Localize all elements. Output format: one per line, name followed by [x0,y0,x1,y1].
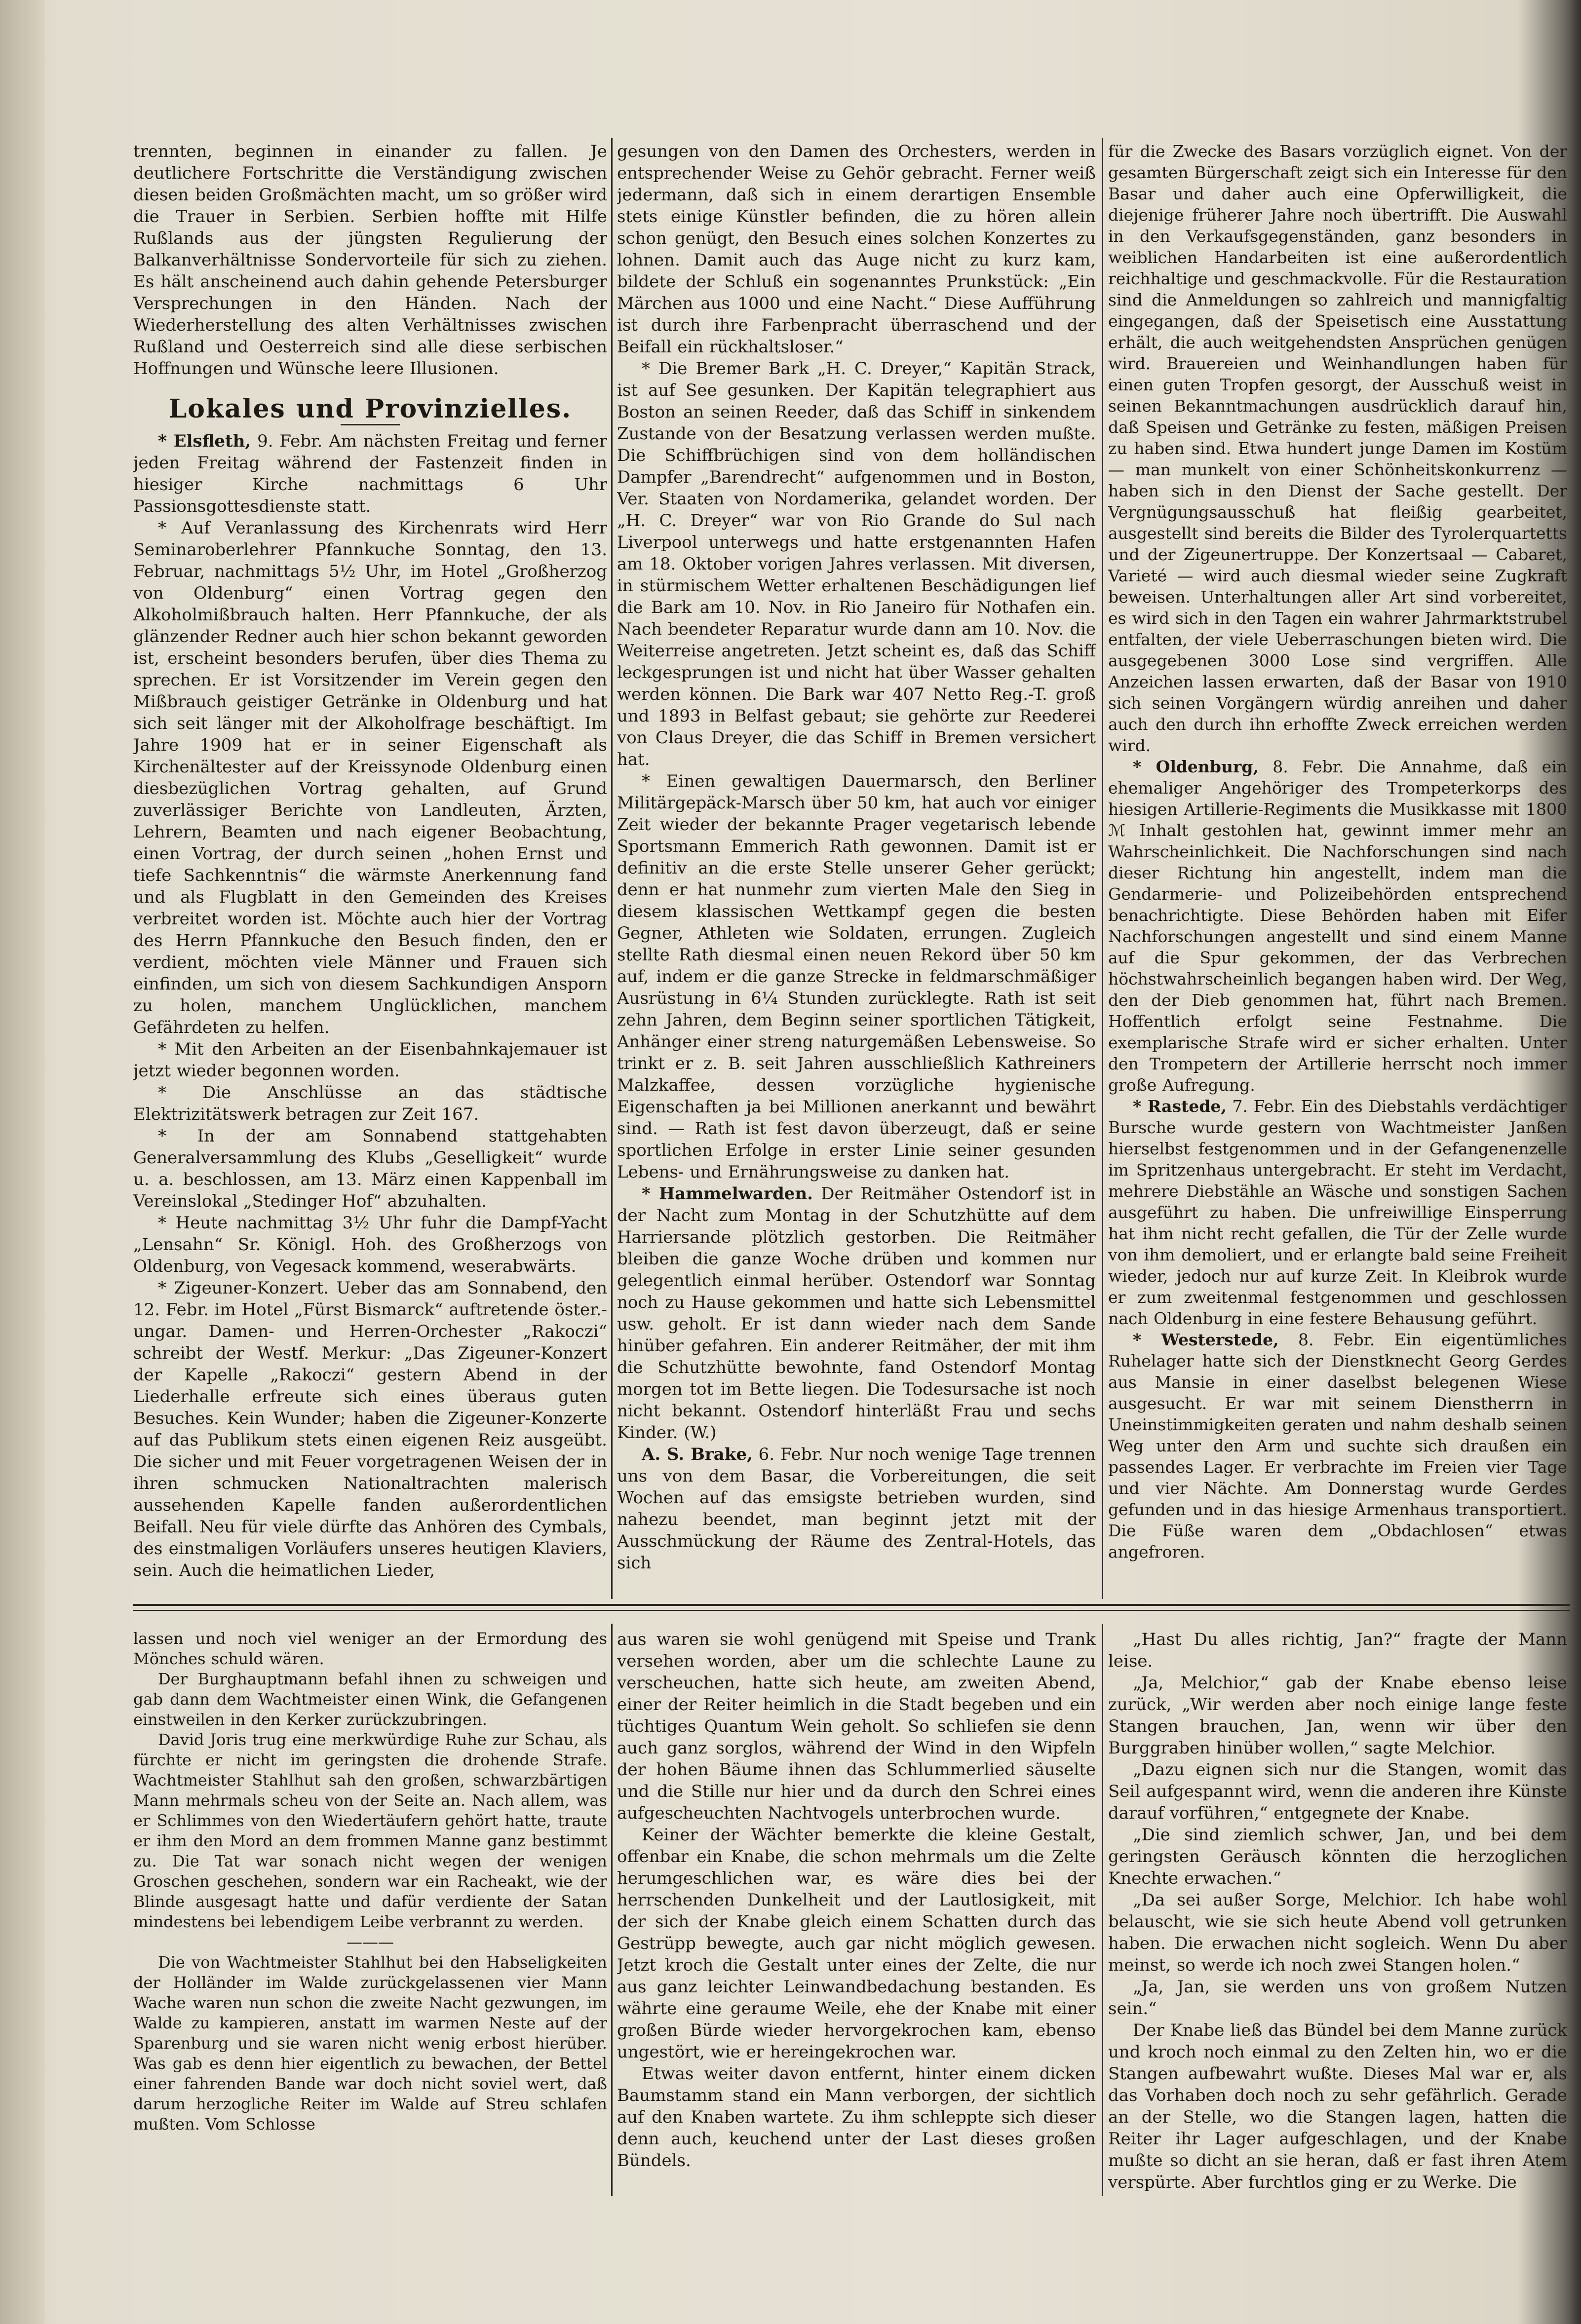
article-paragraph [1108,1329,1567,1562]
feuilleton-column-3 [1108,1629,1567,2193]
paragraph-text: Der Burghauptmann befahl ihnen zu schweigen und gab dann dem Wachtmeister einen Wink, die Gefangenen einstweilen in den Kerker zurückzubringen. [133,1670,607,1729]
paragraph-text: * Zigeuner-Konzert. Ueber das am Sonnabend, den 12. Febr. im Hotel „Fürst Bismarck“ auftretende öster.-ungar. Damen- und Herren-Orchester „Rakoczi“ schreibt der Westf. Merkur: „Das Zigeuner-Konzert der Kapelle „Rakoczi“ gestern Abend in der Liederhalle erfreute sich eines überaus guten Besuches. Kein Wunder; haben die Zigeuner-Konzerte auf das Publikum stets einen eigenen Reiz ausgeübt. Die sicher und mit Feuer vorgetragenen Weisen der in ihren schmucken Nationaltrachten malerisch aussehenden Kapelle fanden außerordentlichen Beifall. Neu für viele dürfte das Anhören des Cymbals, des einstmaligen Vorläufers unseres heutigen Klaviers, sein. Auch die heimatlichen Lieder, [133,1278,607,1580]
article-paragraph [617,2063,1096,2172]
paragraph-text: * Auf Veranlassung des Kirchenrats wird Herr Seminaroberlehrer Pfannkuche Sonntag, den 13. Februar, nachmittags 5½ Uhr, im Hotel „Großherzog von Oldenburg“ einen Vortrag gegen den Alkoholmißbrauch halten. Herr Pfannkuche, der als glänzender Redner auch hier schon bekannt geworden ist, erscheint besonders berufen, über dies Thema zu sprechen. Er ist Vorsitzender im Verein gegen den Mißbrauch geistiger Getränke in Oldenburg und hat sich seit länger mit der Alkoholfrage beschäftigt. Im Jahre 1909 hat er in seiner Eigenschaft als Kirchenältester auf der Kreissynode Oldenburg einen diesbezüglichen Vortrag gehalten, auf Grund zuverlässiger Berichte von Landleuten, Ärzten, Lehrern, Beamten und nach eigener Beobachtung, einen Vortrag, der durch seinen „hohen Ernst und tiefe Sachkenntnis“ die wärmste Anerkennung fand und als Flugblatt in den Gemeinden des Kreises verbreitet worden ist. Möchte auch hier der Vortrag des Herrn Pfannkuche den Besuch finden, den er verdient, möchten viele Männer und Frauen sich einfinden, um sich von diesem Sachkundigen Ansporn zu holen, manchem Unglücklichen, manchem Gefährdeten zu helfen. [133,518,607,1037]
items-container [1108,1629,1567,2193]
article-paragraph [133,1277,607,1581]
feuilleton-rule-thin [133,1610,1570,1611]
column-rule-2 [1102,138,1103,1599]
article-paragraph [1108,1889,1567,1976]
article-paragraph [1108,1096,1567,1329]
paragraph-text: „Da sei außer Sorge, Melchior. Ich habe wohl belauscht, wie sie sich heute Abend voll getrunken haben. Die erwachen nicht sogleich. Wenn Du aber meinst, so werde ich noch zwei Stangen holen.“ [1108,1890,1567,1975]
article-paragraph [133,1952,607,2134]
paragraph-text: 9. Febr. Am nächsten Freitag und ferner jeden Freitag während der Fastenzeit finden in hiesiger Kirche nachmittags 6 Uhr Passionsgottesdienste statt. [133,431,607,516]
article-paragraph [133,430,607,517]
dateline: * Oldenburg, [1133,757,1259,776]
paragraph-text: Der Knabe ließ das Bündel bei dem Manne zurück und kroch noch einmal zu den Zelten hin, wo er die Stangen aufbewahrt wußte. Dieses Mal war er, als das Vorhaben doch noch zu sehr gefährlich. Gerade an der Stelle, wo die Stangen lagen, hatten die Reiter ihr Lager aufgeschlagen, und der Knabe mußte so dicht an sie heran, daß er fast ihren Atem verspürte. Aber furchtlos ging er zu Werke. Die [1108,2020,1567,2192]
paragraph-text: aus waren sie wohl genügend mit Speise und Trank versehen worden, aber um die schlechte Laune zu verscheuchen, hatte sich heute, am zweiten Abend, einer der Reiter heimlich in die Stadt begeben und ein tüchtiges Quantum Wein geholt. So schliefen sie denn auch ganz sorglos, während der Wind in den Wipfeln der hohen Bäume ihnen das Schlummerlied säuselte und die Stille nur hier und da durch den Schrei eines aufgescheuchten Nachtvogels unterbrochen wurde. [617,1630,1096,1823]
article-paragraph [617,1629,1096,1824]
paragraph-text: * In der am Sonnabend stattgehabten Generalversammlung des Klubs „Geselligkeit“ wurde u. a. beschlossen, am 13. März einen Kappenball im Vereinslokal „Stedinger Hof“ abzuhalten. [133,1126,607,1211]
article-paragraph [1108,141,1567,756]
section-title: Lokales und Provinzielles. [168,394,572,424]
paragraph-text: 6. Febr. Nur noch wenige Tage trennen uns von dem Basar, die Vorbereitungen, die seit Wochen auf das emsigste betrieben wurden, sind nahezu beendet, man beginnt jetzt mit der Ausschmückung der Räume des Zentral-Hotels, das sich [617,1445,1096,1573]
dateline: A. S. Brake, [642,1445,753,1464]
paragraph-text: 7. Febr. Ein des Diebstahls verdächtiger Bursche wurde gestern von Wachtmeister Janßen hierselbst festgenommen und in der Gefangenenzelle im Spritzenhaus untergebracht. Er steht im Verdacht, mehrere Diebstähle an Wäsche und sonstigen Sachen ausgeführt zu haben. Die unfreiwillige Einsperrung hat ihm nicht recht gefallen, die Tür der Zelle wurde von ihm demoliert, und er erlangte bald seine Freiheit wieder, jedoch nur auf kurze Zeit. In Kleibrok wurde er zum zweitenmal festgenommen und geschlossen nach Oldenburg in eine festere Behausung geführt. [1108,1097,1567,1328]
article-paragraph [617,770,1096,1183]
paragraph-text: gesungen von den Damen des Orchesters, werden in entsprechender Weise zu Gehör gebracht. Ferner weiß jedermann, daß sich in einem derartigen Ensemble stets einige Künstler befinden, die zu hören allein schon genügt, den Besuch eines solchen Konzertes zu lohnen. Damit auch das Auge nicht zu kurz kam, bildete der Schluß ein sogenanntes Prunkstück: „Ein Märchen aus 1000 und eine Nacht.“ Diese Aufführung ist durch ihre Farbenpracht überraschend und der Beifall ein rückhaltsloser.“ [617,142,1096,357]
article-paragraph [617,358,1096,770]
paragraph-text: * Heute nachmittag 3½ Uhr fuhr die Dampf-Yacht „Lensahn“ Sr. Königl. Hoh. des Großherzogs von Oldenburg, von Vegesack kommend, weserabwärts. [133,1213,607,1276]
items-container [617,1629,1096,2172]
dateline: * Westerstede, [1133,1330,1279,1349]
article-column-2 [617,141,1096,1574]
paragraph-text: Die von Wachtmeister Stahlhut bei den Habseligkeiten der Holländer im Walde zurückgelassenen vier Mann Wache waren nun schon die zweite Nacht gezwungen, im Walde zu kampieren, anstatt im warmen Neste auf der Sparenburg und sie waren nicht wenig erbost hierüber. Was gab es denn hier eigentlich zu bewachen, der Bettel einer fahrenden Bande war doch nicht soviel wert, daß darum herzogliche Reiter im Walde auf Streu schlafen mußten. Vom Schlosse [133,1953,607,2134]
column-rule-1 [611,138,613,1599]
article-column-3 [1108,141,1567,1562]
article-paragraph [1108,1672,1567,1759]
dateline: * Rastede, [1133,1097,1227,1116]
paragraph-text: * Mit den Arbeiten an der Eisenbahnkajemauer ist jetzt wieder begonnen worden. [133,1039,607,1081]
article-column-1 [133,141,607,1581]
article-paragraph [133,1038,607,1082]
article-paragraph [1108,1824,1567,1889]
article-paragraph [1108,1629,1567,1672]
article-paragraph [1108,1976,1567,2019]
article-paragraph [617,1824,1096,2063]
paragraph-text: ——— [347,1933,394,1951]
paragraph-text: * Die Bremer Bark „H. C. Dreyer,“ Kapitän Strack, ist auf See gesunken. Der Kapitän telegraphiert aus Boston an seinen Reeder, daß das Schiff in sinkendem Zustande von der Besatzung verlassen werden mußte. Die Schiffbrüchigen sind von dem holländischen Dampfer „Barendrecht“ aufgenommen und in Boston, Ver. Staaten von Nordamerika, gelandet worden. Der „H. C. Dreyer“ war von Rio Grande do Sul nach Liverpool unterwegs und hatte erstgenannten Hafen am 18. Oktober vorigen Jahres verlassen. Mit diversen, in stürmischem Wetter erhaltenen Beschädigungen lief die Bark am 10. Nov. in Rio Janeiro für Nothafen ein. Nach beendeter Reparatur wurde dann am 10. Nov. die Weiterreise angetreten. Jetzt scheint es, daß das Schiff leckgesprungen ist und nicht hat über Wasser gehalten werden können. Die Bark war 407 Netto Reg.-T. groß und 1893 in Belfast gebaut; sie gehörte zur Reederei von Claus Dreyer, die das Schiff in Bremen versichert hat. [617,359,1096,769]
items-container [617,141,1096,1574]
paragraph-text: Der Reitmäher Ostendorf ist in der Nacht zum Montag in der Schutzhütte auf dem Harriersande plötzlich gestorben. Die Reitmäher bleiben die ganze Woche drüben und kommen nur gelegentlich einmal herüber. Ostendorf war Sonntag noch zu Hause gekommen und hatte sich Lebensmittel usw. geholt. Er ist dann wieder nach dem Sande hinüber gefahren. Ein anderer Reitmäher, der mit ihm die Schutzhütte bewohnte, fand Ostendorf Montag morgen tot im Bette liegen. Die Todesursache ist noch nicht bekannt. Ostendorf hinterläßt Frau und sechs Kinder. (W.) [617,1184,1096,1443]
items-container [1108,141,1567,1562]
paragraph-text: lassen und noch viel weniger an der Ermordung des Mönches schuld wären. [133,1629,607,1668]
column-rule-4 [1102,1624,1103,2196]
paragraph-text: * Einen gewaltigen Dauermarsch, den Berliner Militärgepäck-Marsch über 50 km, hat auch vor einiger Zeit wieder der bekannte Prager vegetarisch lebende Sportsmann Emmerich Rath gewonnen. Damit ist er definitiv an die erste Stelle unserer Geher gerückt; denn er hat nunmehr zum vierten Male den Sieg in diesem klassischen Wettkampf gegen die besten Gegner, Athleten wie Soldaten, errungen. Zugleich stellte Rath diesmal einen neuen Rekord über 50 km auf, indem er die ganze Strecke in feldmarschmäßiger Ausrüstung in 6¼ Stunden zurücklegte. Rath ist seit zehn Jahren, dem Beginn seiner sportlichen Tätigkeit, Anhänger einer streng naturgemäßen Lebensweise. So trinkt er z. B. seit Jahren ausschließlich Kathreiners Malzkaffee, dessen vorzügliche hygienische Eigenschaften ja bei Millionen anerkannt und bewährt sind. — Rath ist fest davon überzeugt, daß er seine sportlichen Erfolge in erster Linie seiner gesunden Lebens- und Ernährungsweise zu danken hat. [617,771,1096,1182]
article-paragraph [617,1444,1096,1574]
article-paragraph [133,1082,607,1125]
article-paragraph [133,1669,607,1730]
article-paragraph [1108,756,1567,1096]
paragraph-text: Etwas weiter davon entfernt, hinter einem dicken Baumstamm stand ein Mann verborgen, der sichtlich auf den Knaben wartete. Zu ihm schleppte sich dieser denn auch, keuchend unter der Last dieses großen Bündels. [617,2064,1096,2171]
dateline: * Elsfleth, [158,431,251,451]
article-paragraph [617,1183,1096,1444]
feuilleton-column-2 [617,1629,1096,2172]
paragraph-text: „Dazu eignen sich nur die Stangen, womit das Seil aufgespannt wird, wenn die anderen ihre Künste darauf vorführen,“ entgegnete der Knabe. [1108,1760,1567,1823]
items-container [133,1629,607,2134]
article-paragraph [133,1125,607,1212]
paragraph-text: „Ja, Melchior,“ gab der Knabe ebenso leise zurück, „Wir werden aber noch einige lange feste Stangen brauchen, Jan, wenn wir über den Burggraben hinüber wollen,“ sagte Melchior. [1108,1673,1567,1758]
feuilleton-column-1 [133,1629,607,2134]
feuilleton-rule [133,1604,1570,1606]
paragraph: trennten, beginnen in einander zu fallen. Je deutlichere Fortschritte die Verständigung zwischen diesen beiden Großmächten macht, um so größer wird die Trauer in Serbien. Serbien hoffte mit Hilfe Rußlands aus der jüngsten Regulierung der Balkanverhältnisse Sondervorteile für sich zu ziehen. Es hält anscheinend auch dahin gehende Petersburger Versprechungen in den Händen. Nach der Wiederherstellung des alten Verhältnisses zwischen Rußland und Oesterreich sind alle diese serbischen Hoffnungen und Wünsche leere Illusionen. [133,142,607,379]
article-paragraph [133,1629,607,1669]
paragraph-text: David Joris trug eine merkwürdige Ruhe zur Schau, als fürchte er nicht im geringsten die drohende Strafe. Wachtmeister Stahlhut sah den großen, schwarzbärtigen Mann mehrmals scheu von der Seite an. Nach allem, was er Schlimmes von den Wiedertäufern gehört hatte, traute er ihm den Mord an dem frommen Manne ganz bestimmt zu. Die Tat war sonach nicht wegen der wenigen Groschen geschehen, sondern war ein Racheakt, wie der Blinde ausgesagt hatte und dafür verdiente der Satan mindestens bei lebendigem Leibe verbrannt zu werden. [133,1730,607,1931]
article-paragraph [133,1932,607,1952]
paragraph-text: 8. Febr. Die Annahme, daß ein ehemaliger Angehöriger des Trompeterkorps des hiesigen Artillerie-Regiments die Musikkasse mit 1800 ℳ Inhalt gestohlen hat, gewinnt immer mehr an Wahrscheinlichkeit. Die Nachforschungen sind nach dieser Richtung hin angestellt, indem man die Gendarmerie- und Polizeibehörden entsprechend benachrichtigte. Diese Behörden haben mit Eifer Nachforschungen angestellt und sind einem Manne auf die Spur gekommen, der das Verbrechen höchstwahrscheinlich begangen haben wird. Der Weg, den der Dieb genommen hat, führt nach Bremen. Hoffentlich erfolgt seine Festnahme. Die exemplarische Strafe wird er sicher erhalten. Unter den Trompetern der Artillerie herrscht noch immer große Aufregung. [1108,757,1567,1095]
column-rule-3 [611,1624,613,2196]
article-paragraph [133,517,607,1038]
article-paragraph [133,1730,607,1932]
paragraph-text: * Die Anschlüsse an das städtische Elektrizitätswerk betragen zur Zeit 167. [133,1083,607,1124]
page-gutter [0,0,44,2324]
paragraph-text: Keiner der Wächter bemerkte die kleine Gestalt, offenbar ein Knabe, die schon mehrmals um die Zelte herumgeschlichen war, es wäre dies bei der herrschenden Dunkelheit und der Lautlosigkeit, mit der sich der Knabe gleich einem Schatten durch das Gestrüpp bewegte, auch gar nicht möglich gewesen. Jetzt kroch die Gestalt unter eines der Zelte, die nur aus ganz leichter Leinwandbedachung bestanden. Es währte eine geraume Weile, ehe der Knabe mit einer großen Bürde wieder hervorgekrochen kam, ebenso ungestört, wie er hereingekrochen war. [617,1825,1096,2062]
items-container [133,430,607,1581]
article-paragraph [617,141,1096,358]
paragraph-text: 8. Febr. Ein eigentümliches Ruhelager hatte sich der Dienstknecht Georg Gerdes aus Mansie in einer daselbst belegenen Wiese ausgesucht. Er war mit seinem Dienstherrn in Uneinstimmigkeiten geraten und nahm deshalb seinen Weg unter den Arm und suchte sich draußen ein passendes Lager. Er verbrachte im Freien vier Tage und vier Nächte. Am Donnerstag wurde Gerdes gefunden und in das hiesige Armenhaus transportiert. Die Füße waren dem „Obdachlosen“ etwas angefroren. [1108,1330,1567,1562]
dateline: * Hammelwarden. [642,1184,813,1204]
paragraph-text: „Ja, Jan, sie werden uns von großem Nutzen sein.“ [1108,1977,1567,2019]
section-divider [341,424,400,425]
article-paragraph [1108,2019,1567,2193]
paragraph-text: für die Zwecke des Basars vorzüglich eignet. Von der gesamten Bürgerschaft zeigt sich ein Interesse für den Basar und daher auch eine Opferwilligkeit, die diejenige früherer Jahre noch übertrifft. Die Auswahl in den Verkaufsgegenständen, ganz besonders in weiblichen Handarbeiten ist eine außerordentlich reichhaltige und geschmackvolle. Für die Restauration sind die Anmeldungen so zahlreich und mannigfaltig eingegangen, daß der Speisetisch eine Ausstattung erhält, die auch weitgehendsten Ansprüchen genügen wird. Brauereien und Weinhandlungen haben für einen guten Tropfen gesorgt, der Ausschuß weist in seinen Bekanntmachungen ausdrücklich darauf hin, daß Speisen und Getränke zu festen, mäßigen Preisen zu haben sind. Etwa hundert junge Damen im Kostüm — man munkelt von einer Schönheitskonkurrenz — haben sich in den Dienst der Sache gestellt. Der Vergnügungsausschuß hat fleißig gearbeitet, ausgestellt sind bereits die Bilder des Tyrolerquartetts und der Zigeunertruppe. Der Konzertsaal — Cabaret, Varieté — wird auch diesmal wieder seine Zugkraft beweisen. Unterhaltungen aller Art sind vorbereitet, es wird sich in den Tagen ein wahrer Jahrmarktstrubel entfalten, der viele Ueberraschungen bieten wird. Die ausgegebenen 3000 Lose sind vergriffen. Alle Anzeichen lassen erwarten, daß der Basar von 1910 sich seinen Vorgängern würdig anreihen und daher auch den durch ihn erhoffte Zweck erreichen werden wird. [1108,142,1567,755]
article-paragraph [133,1212,607,1277]
article-paragraph [1108,1759,1567,1824]
paragraph-text: „Hast Du alles richtig, Jan?“ fragte der Mann leise. [1108,1630,1567,1671]
paragraph-text: „Die sind ziemlich schwer, Jan, und bei dem geringsten Geräusch könnten die herzoglichen Knechte erwachen.“ [1108,1825,1567,1888]
